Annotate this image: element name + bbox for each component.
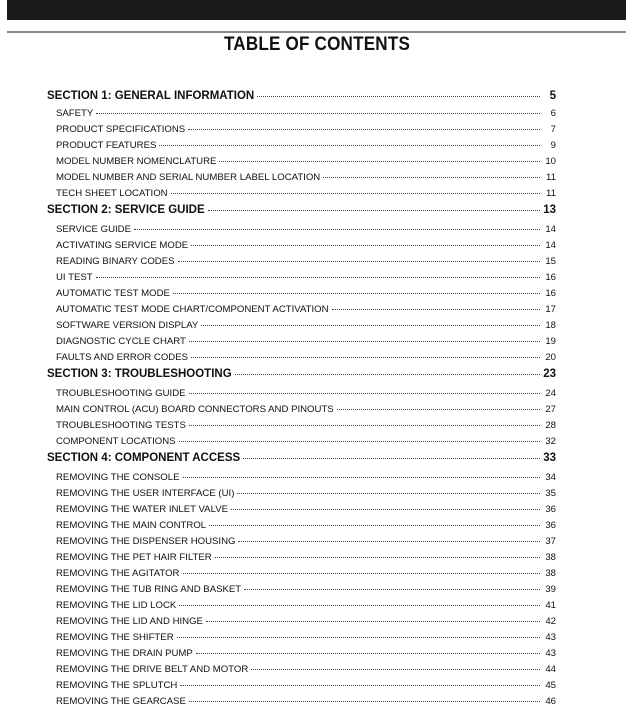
- toc-entry[interactable]: [47, 224, 556, 240]
- page-number: 7: [542, 124, 556, 135]
- entry-label: REMOVING THE LID AND HINGE: [56, 616, 203, 627]
- toc-entry[interactable]: [47, 584, 556, 600]
- page-number: 38: [542, 552, 556, 563]
- entry-label: TECH SHEET LOCATION: [56, 188, 168, 199]
- page-number: 11: [542, 188, 556, 199]
- toc-section-2[interactable]: [47, 204, 556, 224]
- dot-leader: [134, 229, 540, 230]
- page-number: 35: [542, 488, 556, 499]
- header-bar: [7, 0, 626, 20]
- toc-entry[interactable]: [47, 288, 556, 304]
- toc-entry[interactable]: [47, 108, 556, 124]
- dot-leader: [96, 113, 540, 114]
- entry-label: REMOVING THE WATER INLET VALVE: [56, 504, 229, 515]
- entry-label: PRODUCT SPECIFICATIONS: [56, 124, 186, 135]
- entry-label: MAIN CONTROL (ACU) BOARD CONNECTORS AND PINOUTS: [56, 404, 334, 415]
- dot-leader: [219, 161, 540, 162]
- entry-label: TROUBLESHOOTING TESTS: [56, 420, 186, 431]
- toc-entry[interactable]: [47, 488, 556, 504]
- toc-section-3[interactable]: [47, 368, 556, 388]
- page-number: 16: [542, 272, 556, 283]
- dot-leader: [179, 605, 540, 606]
- toc-entry[interactable]: [47, 320, 556, 336]
- entry-label: REMOVING THE DISPENSER HOUSING: [56, 536, 236, 547]
- dot-leader: [189, 393, 540, 394]
- toc-entry[interactable]: [47, 388, 556, 404]
- entry-label: SERVICE GUIDE: [56, 224, 131, 235]
- dot-leader: [171, 193, 540, 194]
- entry-label: REMOVING THE GEARCASE: [56, 696, 186, 707]
- page-number: 19: [542, 336, 556, 347]
- toc-entry[interactable]: [47, 680, 556, 696]
- table-of-contents: [47, 90, 556, 712]
- dot-leader: [183, 477, 541, 478]
- dot-leader: [189, 701, 540, 702]
- page-number: 41: [542, 600, 556, 611]
- toc-entry[interactable]: [47, 664, 556, 680]
- page-number: 45: [542, 680, 556, 691]
- page-number: 14: [542, 224, 556, 235]
- toc-entry[interactable]: [47, 140, 556, 156]
- toc-entry[interactable]: [47, 156, 556, 172]
- toc-entry[interactable]: [47, 600, 556, 616]
- dot-leader: [191, 357, 540, 358]
- dot-leader: [179, 441, 540, 442]
- page-number: 36: [542, 520, 556, 531]
- toc-entry[interactable]: [47, 240, 556, 256]
- dot-leader: [235, 374, 540, 375]
- entry-label: COMPONENT LOCATIONS: [56, 436, 176, 447]
- page-number: 44: [542, 664, 556, 675]
- entry-label: DIAGNOSTIC CYCLE CHART: [56, 336, 186, 347]
- dot-leader: [189, 341, 540, 342]
- dot-leader: [337, 409, 540, 410]
- toc-entry[interactable]: [47, 436, 556, 452]
- page-number: 14: [542, 240, 556, 251]
- dot-leader: [191, 245, 540, 246]
- entry-label: UI TEST: [56, 272, 93, 283]
- dot-leader: [323, 177, 540, 178]
- entry-label: FAULTS AND ERROR CODES: [56, 352, 189, 363]
- entry-label: PRODUCT FEATURES: [56, 140, 157, 151]
- dot-leader: [238, 541, 540, 542]
- toc-entry[interactable]: [47, 648, 556, 664]
- page-number: 15: [542, 256, 556, 267]
- page-number: 42: [542, 616, 556, 627]
- page-number: 36: [542, 504, 556, 515]
- entry-label: MODEL NUMBER NOMENCLATURE: [56, 156, 217, 167]
- entry-label: REMOVING THE PET HAIR FILTER: [56, 552, 212, 563]
- page-number: 13: [543, 204, 556, 216]
- page-number: 33: [543, 452, 556, 464]
- entry-label: ACTIVATING SERVICE MODE: [56, 240, 189, 251]
- page-number: 11: [542, 172, 556, 183]
- entry-label: SAFETY: [56, 108, 94, 119]
- toc-entry[interactable]: [47, 172, 556, 188]
- header-rule: [7, 31, 626, 33]
- toc-entry[interactable]: [47, 352, 556, 368]
- dot-leader: [237, 493, 540, 494]
- dot-leader: [244, 589, 540, 590]
- entry-label: AUTOMATIC TEST MODE: [56, 288, 170, 299]
- dot-leader: [257, 96, 540, 97]
- toc-entry[interactable]: [47, 272, 556, 288]
- page-number: 38: [542, 568, 556, 579]
- entry-label: REMOVING THE CONSOLE: [56, 472, 180, 483]
- toc-entry[interactable]: [47, 536, 556, 552]
- page-number: 6: [542, 108, 556, 119]
- toc-entry[interactable]: [47, 188, 556, 204]
- page-number: 24: [542, 388, 556, 399]
- section-heading: SECTION 3: TROUBLESHOOTING: [47, 368, 232, 380]
- page-number: 10: [542, 156, 556, 167]
- toc-entry[interactable]: [47, 256, 556, 272]
- page-number: 46: [542, 696, 556, 707]
- entry-label: REMOVING THE TUB RING AND BASKET: [56, 584, 242, 595]
- page-number: 5: [542, 90, 556, 102]
- section-heading: SECTION 4: COMPONENT ACCESS: [47, 452, 241, 464]
- dot-leader: [209, 525, 540, 526]
- page-number: 18: [542, 320, 556, 331]
- toc-entry[interactable]: [47, 552, 556, 568]
- page-number: 43: [542, 648, 556, 659]
- dot-leader: [159, 145, 540, 146]
- section-heading: SECTION 2: SERVICE GUIDE: [47, 204, 205, 216]
- toc-entry[interactable]: [47, 632, 556, 648]
- dot-leader: [332, 309, 540, 310]
- toc-entry[interactable]: [47, 616, 556, 632]
- page-number: 16: [542, 288, 556, 299]
- dot-leader: [183, 573, 541, 574]
- toc-entry[interactable]: [47, 520, 556, 536]
- toc-entry[interactable]: [47, 504, 556, 520]
- entry-label: REMOVING THE LID LOCK: [56, 600, 177, 611]
- entry-label: REMOVING THE AGITATOR: [56, 568, 180, 579]
- page-number: 43: [542, 632, 556, 643]
- dot-leader: [208, 210, 540, 211]
- entry-label: REMOVING THE SHIFTER: [56, 632, 174, 643]
- page-number: 37: [542, 536, 556, 547]
- toc-section-1[interactable]: [47, 90, 556, 108]
- page-number: 23: [543, 368, 556, 380]
- entry-label: REMOVING THE DRAIN PUMP: [56, 648, 193, 659]
- page-number: 27: [542, 404, 556, 415]
- dot-leader: [177, 637, 540, 638]
- dot-leader: [231, 509, 540, 510]
- dot-leader: [251, 669, 540, 670]
- dot-leader: [201, 325, 540, 326]
- dot-leader: [178, 261, 540, 262]
- entry-label: AUTOMATIC TEST MODE CHART/COMPONENT ACTIVATION: [56, 304, 329, 315]
- page-number: 39: [542, 584, 556, 595]
- dot-leader: [215, 557, 540, 558]
- entry-label: REMOVING THE USER INTERFACE (UI): [56, 488, 235, 499]
- toc-entry[interactable]: [47, 336, 556, 352]
- entry-label: SOFTWARE VERSION DISPLAY: [56, 320, 199, 331]
- entry-label: REMOVING THE DRIVE BELT AND MOTOR: [56, 664, 249, 675]
- dot-leader: [243, 458, 540, 459]
- toc-entry[interactable]: [47, 568, 556, 584]
- dot-leader: [196, 653, 540, 654]
- page-number: 20: [542, 352, 556, 363]
- toc-entry[interactable]: [47, 304, 556, 320]
- entry-label: MODEL NUMBER AND SERIAL NUMBER LABEL LOCATION: [56, 172, 321, 183]
- dot-leader: [180, 685, 540, 686]
- toc-entry[interactable]: [47, 696, 556, 712]
- entry-label: READING BINARY CODES: [56, 256, 175, 267]
- page-number: 34: [542, 472, 556, 483]
- dot-leader: [96, 277, 540, 278]
- dot-leader: [173, 293, 540, 294]
- entry-label: REMOVING THE MAIN CONTROL: [56, 520, 207, 531]
- entry-label: TROUBLESHOOTING GUIDE: [56, 388, 186, 399]
- page-number: 9: [542, 140, 556, 151]
- page-number: 17: [542, 304, 556, 315]
- section-heading: SECTION 1: GENERAL INFORMATION: [47, 90, 255, 102]
- toc-entry[interactable]: [47, 124, 556, 140]
- toc-entry[interactable]: [47, 472, 556, 488]
- toc-entry[interactable]: [47, 420, 556, 436]
- dot-leader: [189, 425, 540, 426]
- toc-section-4[interactable]: [47, 452, 556, 472]
- page-number: 32: [542, 436, 556, 447]
- page-number: 28: [542, 420, 556, 431]
- entry-label: REMOVING THE SPLUTCH: [56, 680, 178, 691]
- toc-entry[interactable]: [47, 404, 556, 420]
- page-title: TABLE OF CONTENTS: [223, 34, 411, 55]
- dot-leader: [206, 621, 540, 622]
- dot-leader: [188, 129, 540, 130]
